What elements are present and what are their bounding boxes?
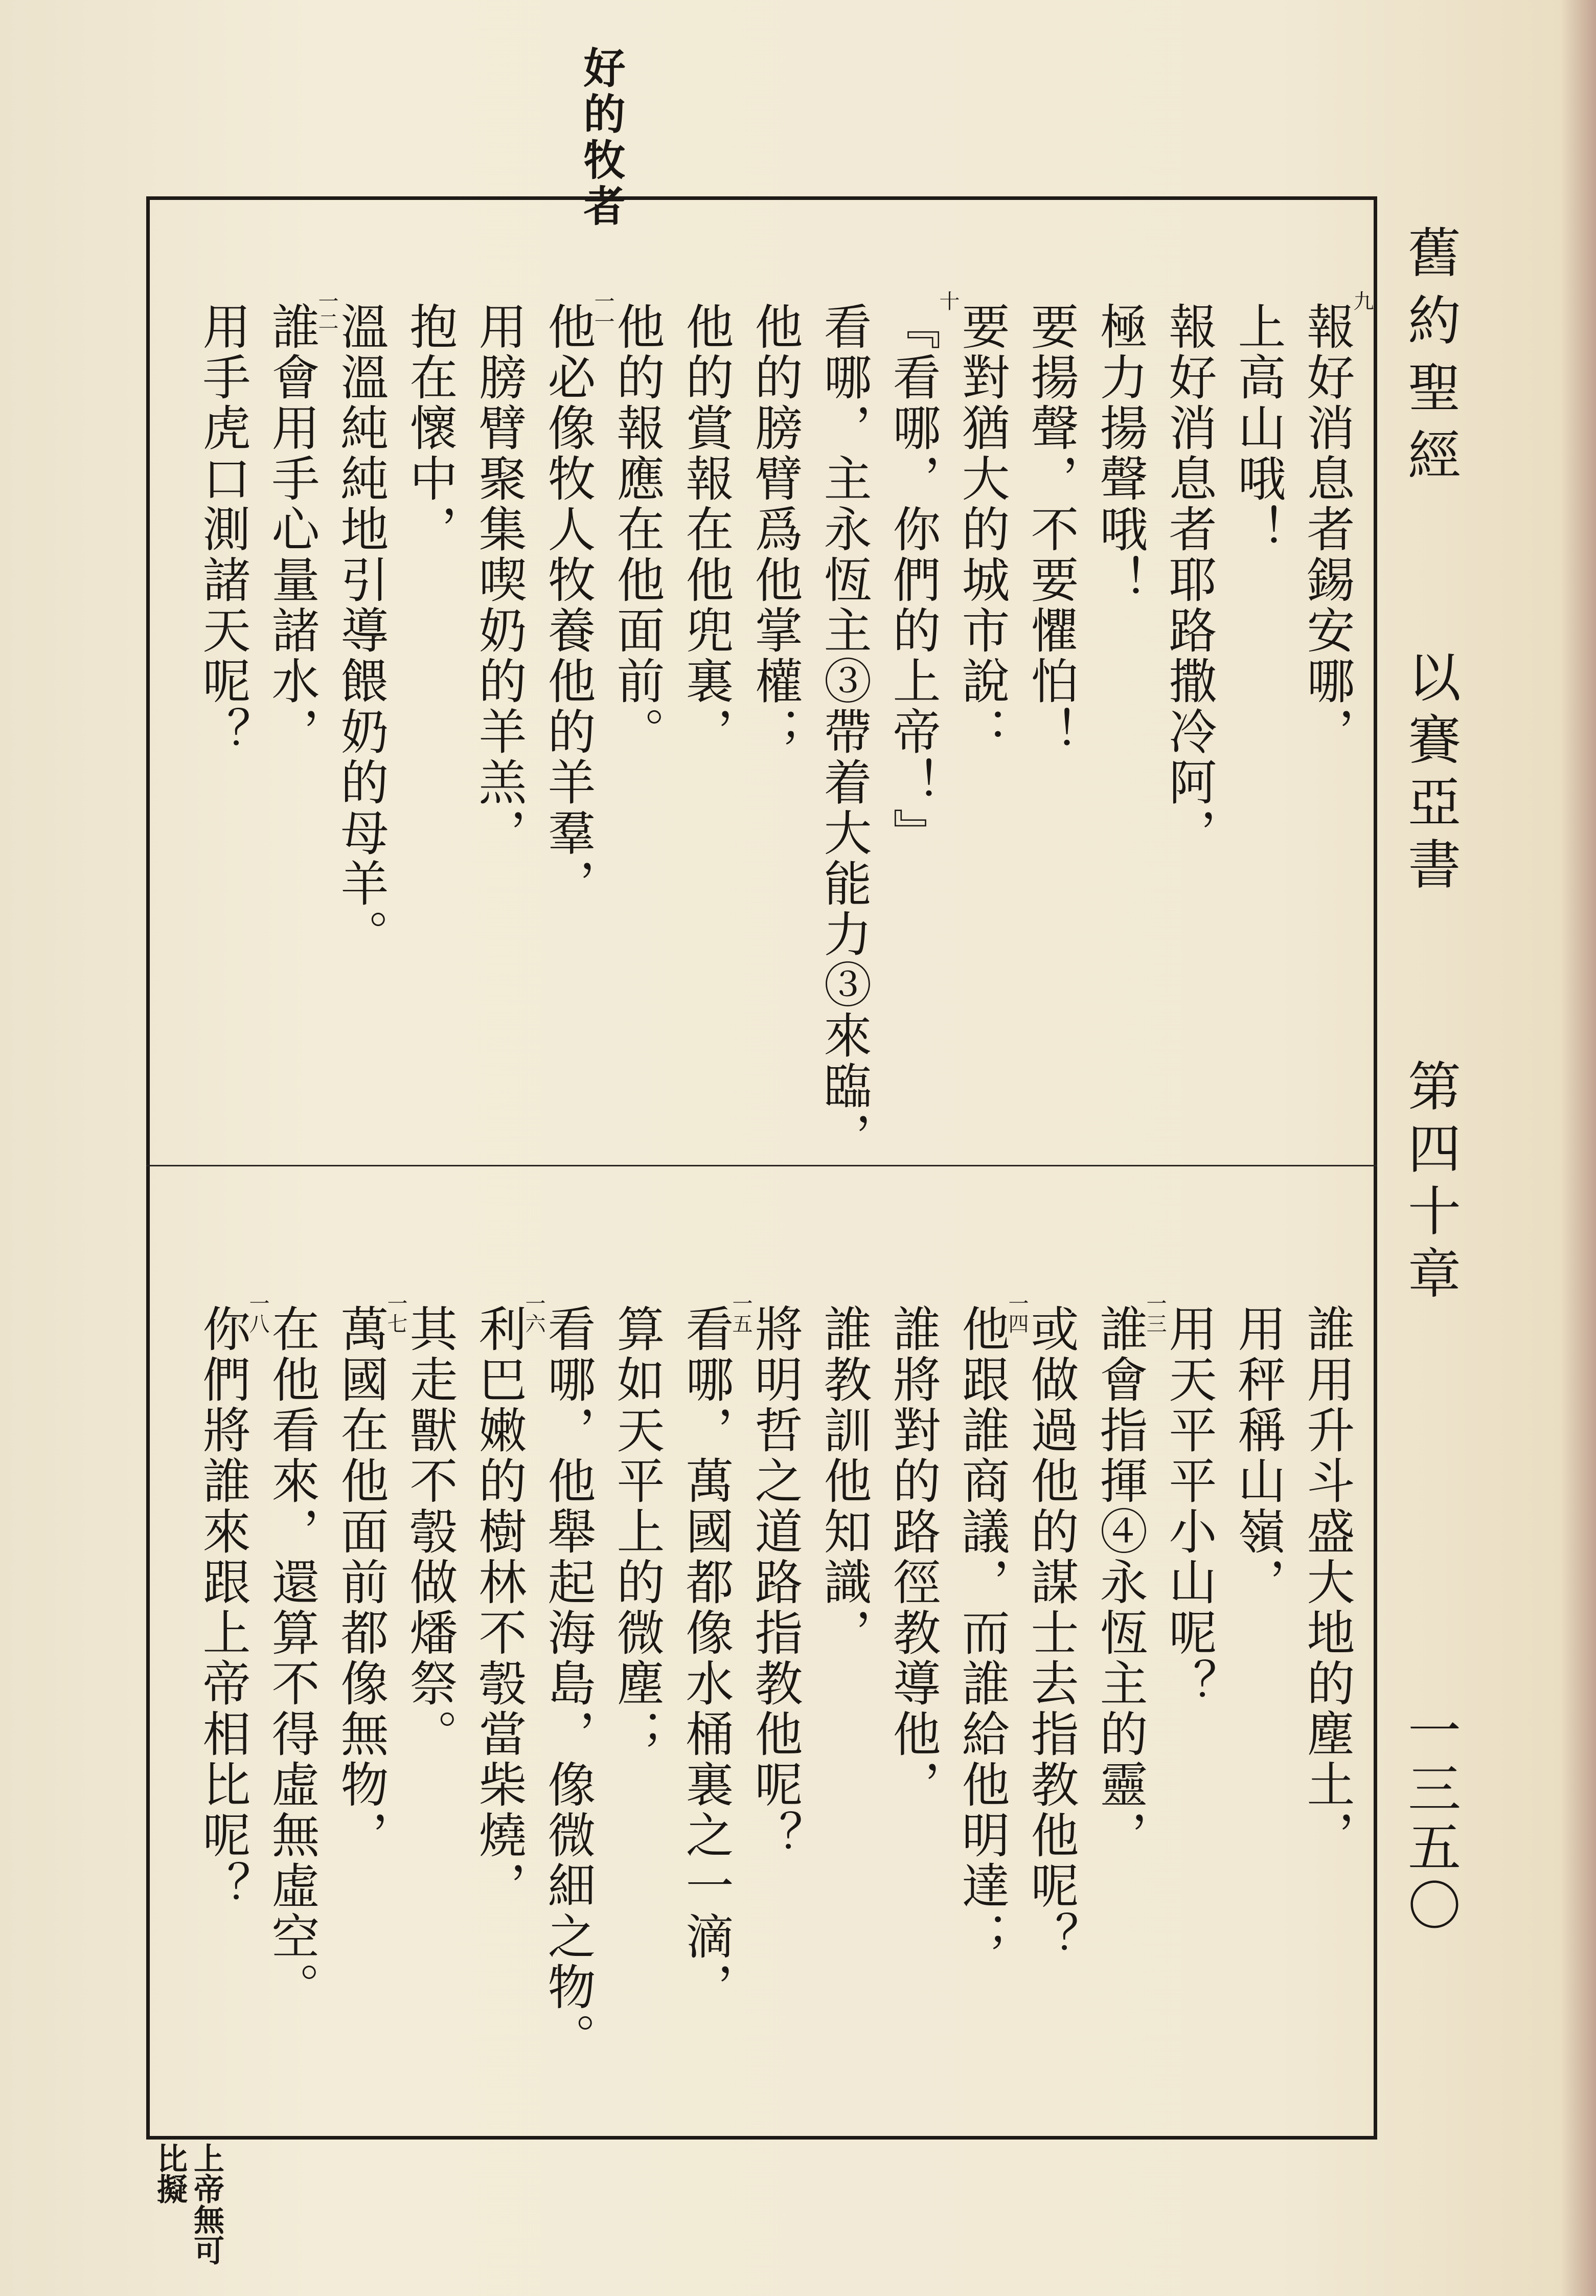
- page-number: 一三五〇: [1399, 1703, 1461, 1936]
- verse-column: 看哪，主永恆主③帶着大能力③來臨，: [815, 302, 871, 1162]
- verse-column: 他跟誰商議，而誰給他明達；: [953, 1304, 1009, 1962]
- page-edge-shadow: [1560, 0, 1596, 2296]
- verse-column: 誰會指揮④永恆主的靈，: [1091, 1304, 1147, 1861]
- verse-column: 其走獸不彀做燔祭。: [401, 1304, 457, 1760]
- margin-bottom-note: [152, 2143, 224, 2265]
- verse-column: 誰用升斗盛大地的塵土，: [1298, 1304, 1354, 1861]
- verse-column: 『看哪，你們的上帝！』: [884, 302, 940, 859]
- verse-column: 用膀臂聚集喫奶的羊羔，: [470, 302, 526, 859]
- margin-note-line: 上帝無可: [189, 2143, 224, 2265]
- verse-column: 他的膀臂爲他掌權；: [746, 302, 802, 757]
- verse-column: 看哪，萬國都像水桶裏之一滴，: [677, 1304, 733, 2013]
- verse-number: 一五: [729, 1293, 753, 1334]
- verse-column: 抱在懷中，: [401, 302, 457, 555]
- verse-column: 用手虎口測諸天呢？: [194, 302, 250, 757]
- margin-heading: 好的牧者: [577, 46, 626, 230]
- verse-column: 看哪，他舉起海島，像微細之物。: [539, 1304, 595, 2063]
- verse-column: 誰會用手心量諸水，: [263, 302, 319, 757]
- verse-column: 他的賞報在他兜裏，: [677, 302, 733, 757]
- verse-column: 用秤稱山嶺，: [1229, 1304, 1285, 1608]
- verse-number: 一四: [1005, 1293, 1029, 1334]
- verse-number: 九: [1350, 290, 1374, 311]
- verse-column: 利巴嫩的樹林不彀當柴燒，: [470, 1304, 526, 1911]
- verse-column: 將明哲之道路指教他呢？: [746, 1304, 802, 1861]
- verse-number: 一一: [591, 290, 614, 331]
- verse-column: 他的報應在他面前。: [608, 302, 664, 757]
- verse-column: 誰教訓他知識，: [815, 1304, 871, 1658]
- verse-column: 溫溫純純地引導餵奶的母羊。: [332, 302, 388, 960]
- verse-number: 一八: [246, 1293, 269, 1334]
- verse-column: 要揚聲，不要懼怕！: [1022, 302, 1078, 757]
- verse-column: 他必像牧人牧養他的羊羣，: [539, 302, 595, 909]
- verse-column: 在他看來，還算不得虛無虛空。: [263, 1304, 319, 2013]
- verse-number: 十: [936, 290, 960, 311]
- verse-number: 一三: [1143, 1293, 1167, 1334]
- verse-column: 極力揚聲哦！: [1091, 302, 1147, 605]
- verse-column: 誰將對的路徑教導他，: [884, 1304, 940, 1810]
- section-divider: [146, 1165, 1377, 1166]
- verse-column: 報好消息者耶路撒冷阿，: [1160, 302, 1216, 859]
- verse-column: 報好消息者錫安哪，: [1298, 302, 1354, 757]
- margin-note-line: 比擬: [152, 2143, 188, 2204]
- verse-column: 算如天平上的微塵；: [608, 1304, 664, 1760]
- verse-column: 要對猶大的城市說：: [953, 302, 1009, 757]
- verse-column: 或做過他的謀士去指教他呢？: [1022, 1304, 1078, 1962]
- verse-number: 一二: [315, 290, 338, 331]
- running-header-chapter: 第四十章: [1399, 1059, 1461, 1308]
- verse-number: 一六: [522, 1293, 545, 1334]
- running-header-section-title: 以賽亞書: [1399, 649, 1461, 899]
- running-header-book-title: 舊約聖經: [1399, 225, 1461, 495]
- verse-column: 萬國在他面前都像無物，: [332, 1304, 388, 1861]
- verse-number: 一七: [384, 1293, 407, 1334]
- verse-column: 你們將誰來跟上帝相比呢？: [194, 1304, 250, 1911]
- verse-column: 用天平平小山呢？: [1160, 1304, 1216, 1709]
- verse-column: 上高山哦！: [1229, 302, 1285, 555]
